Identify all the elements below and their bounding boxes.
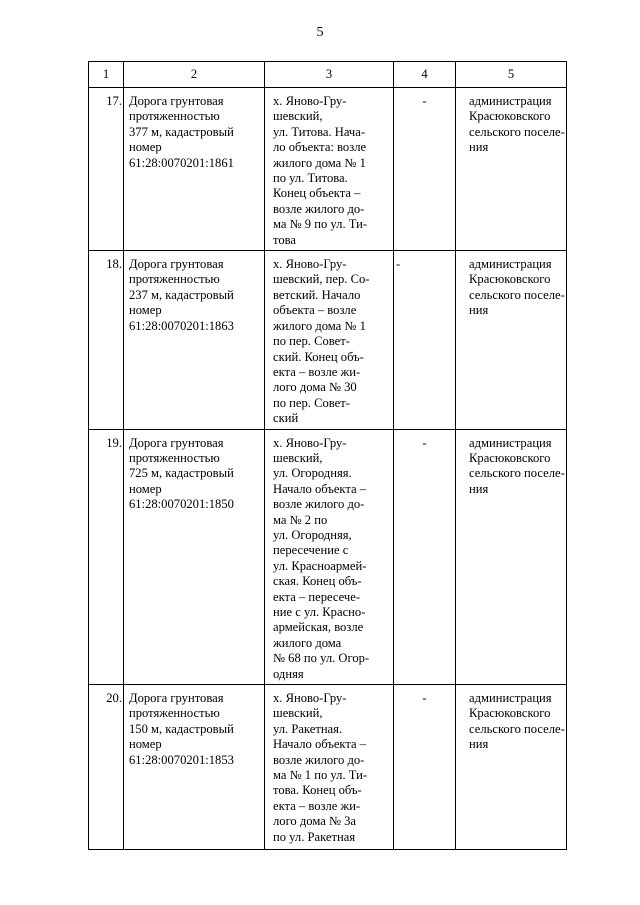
column-4-value: - bbox=[394, 251, 456, 429]
column-4-value: - bbox=[394, 88, 456, 251]
owner-cell: администрация Красюковского сельского поселе- ния bbox=[456, 88, 567, 251]
owner-cell: администрация Красюковского сельского поселе- ния bbox=[456, 429, 567, 685]
road-location-cell: х. Яново-Гру- шевский, пер. Со- ветский. Начало объекта – возле жилого дома № 1 по пер. Совет- ский. Конец объ- екта – возле жи- лого дома № 30 по пер. Совет- ский bbox=[265, 251, 394, 429]
road-location-cell: х. Яново-Гру- шевский, ул. Огородняя. Начало объекта – возле жилого до- ма № 2 по ул. Огородняя, пересечение с ул. Красноармей- ская. Конец объ- екта – пересече- ние с ул. Красно- армейская, возле жилого дома № 68 по ул. Огор- одняя bbox=[265, 429, 394, 685]
page-number: 5 bbox=[316, 25, 324, 40]
roads-table bbox=[88, 61, 567, 850]
column-header-1: 1 bbox=[89, 62, 124, 88]
column-header-5: 5 bbox=[456, 62, 567, 88]
column-header-3: 3 bbox=[265, 62, 394, 88]
owner-cell: администрация Красюковского сельского поселе- ния bbox=[456, 251, 567, 429]
table-row bbox=[89, 429, 567, 685]
column-4-value: - bbox=[394, 429, 456, 685]
table-row bbox=[89, 88, 567, 251]
column-header-2: 2 bbox=[124, 62, 265, 88]
table-header-row bbox=[89, 62, 567, 88]
road-location-cell: х. Яново-Гру- шевский, ул. Ракетная. Начало объекта – возле жилого до- ма № 1 по ул. Ти- това. Конец объ- екта – возле жи- лого дома № 3а по ул. Ракетная bbox=[265, 685, 394, 850]
row-number: 19. bbox=[89, 429, 124, 685]
road-location-cell: х. Яново-Гру- шевский, ул. Титова. Нача- ло объекта: возле жилого дома № 1 по ул. Титова. Конец объекта – возле жилого до- ма № 9 по ул. Ти- това bbox=[265, 88, 394, 251]
column-4-value: - bbox=[394, 685, 456, 850]
column-header-4: 4 bbox=[394, 62, 456, 88]
row-number: 17. bbox=[89, 88, 124, 251]
road-name-cell: Дорога грунтовая протяженностью 237 м, кадастровый номер 61:28:0070201:1863 bbox=[124, 251, 265, 429]
road-name-cell: Дорога грунтовая протяженностью 150 м, кадастровый номер 61:28:0070201:1853 bbox=[124, 685, 265, 850]
table-row bbox=[89, 251, 567, 429]
road-name-cell: Дорога грунтовая протяженностью 377 м, кадастровый номер 61:28:0070201:1861 bbox=[124, 88, 265, 251]
row-number: 20. bbox=[89, 685, 124, 850]
row-number: 18. bbox=[89, 251, 124, 429]
road-name-cell: Дорога грунтовая протяженностью 725 м, кадастровый номер 61:28:0070201:1850 bbox=[124, 429, 265, 685]
table-row bbox=[89, 685, 567, 850]
owner-cell: администрация Красюковского сельского поселе- ния bbox=[456, 685, 567, 850]
